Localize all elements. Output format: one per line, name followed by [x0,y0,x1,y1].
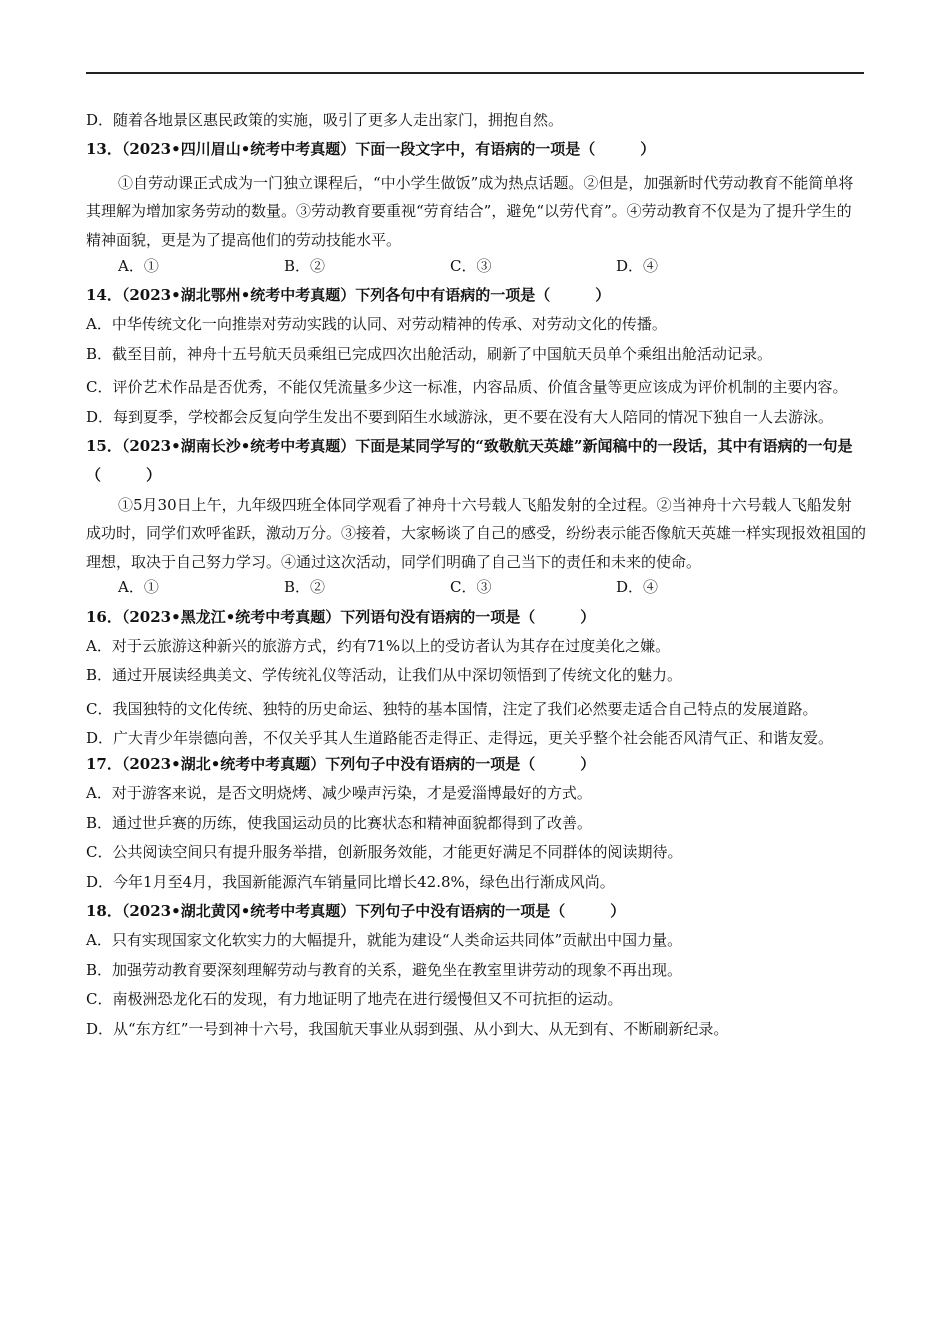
question-15 [86,432,866,597]
q13-option-a: A．① [118,256,159,275]
question-14 [86,285,866,431]
q16-option-c: C．我国独特的文化传统、独特的历史命运、独特的基本国情，注定了我们必然要走适合自己特点的发展道路。 [86,699,818,718]
q18-option-b: B．加强劳动教育要深刻理解劳动与教育的关系，避免坐在教室里讲劳动的现象不再出现。 [86,960,683,979]
q15-option-c: C．③ [450,578,492,597]
q13-stem: 13．（2023•四川眉山•统考中考真题）下面一段文字中，有语病的一项是（ ） [86,140,656,159]
q15-option-b: B．② [284,578,326,597]
q16-option-d: D．广大青少年崇德向善，不仅关乎其人生道路能否走得正、走得远，更关乎整个社会能否风清气正、和谐友爱。 [86,729,834,748]
q18-option-a: A．只有实现国家文化软实力的大幅提升，就能为建设“人类命运共同体”贡献出中国力量。 [86,931,683,950]
q14-option-a: A．中华传统文化一向推崇对劳动实践的认同、对劳动精神的传承、对劳动文化的传播。 [86,315,667,334]
q17-option-d: D．今年1月至4月，我国新能源汽车销量同比增长42.8%，绿色出行渐成风尚。 [86,872,615,891]
header-rule [86,72,864,74]
q13-option-b: B．② [284,256,326,275]
q18-option-c: C．南极洲恐龙化石的发现，有力地证明了地壳在进行缓慢但又不可抗拒的运动。 [86,990,623,1009]
question-18 [86,901,866,1039]
question-list [86,110,866,1048]
q18-option-d: D．从“东方红”一号到神十六号，我国航天事业从弱到强、从小到大、从无到有、不断刷新纪录。 [86,1019,729,1038]
q14-option-c: C．评价艺术作品是否优秀，不能仅凭流量多少这一标准，内容品质、价值含量等更应该成为评价机制的主要内容。 [86,378,848,397]
question-13 [86,139,866,275]
q13-option-c: C．③ [450,256,492,275]
q16-option-a: A．对于云旅游这种新兴的旅游方式，约有71%以上的受访者认为其存在过度美化之嫌。 [86,637,671,656]
q12-option-d: D．随着各地景区惠民政策的实施，吸引了更多人走出家门，拥抱自然。 [86,111,564,129]
q15-option-d: D．④ [616,578,659,597]
question-17 [86,754,866,892]
q15-option-a: A．① [118,578,159,597]
q17-option-c: C．公共阅读空间只有提升服务举措，创新服务效能，才能更好满足不同群体的阅读期待。 [86,843,683,862]
q13-options [86,256,866,276]
q16-stem: 16．（2023•黑龙江•统考中考真题）下列语句没有语病的一项是（ ） [86,607,596,626]
q15-passage: ①5月30日上午，九年级四班全体同学观看了神舟十六号载人飞船发射的全过程。②当神舟十六号载人飞船发射成功时，同学们欢呼雀跃，激动万分。③接着，大家畅谈了自己的感受，纷纷表示能否像航天英雄一样实现报效祖国的理想，取决于自己努力学习。④通过这次活动，同学们明确了自己当下的责任和未来的使命。 [86,495,867,571]
q18-stem: 18．（2023•湖北黄冈•统考中考真题）下列句子中没有语病的一项是（ ） [86,901,626,920]
q13-passage: ①自劳动课正式成为一门独立课程后，“中小学生做饭”成为热点话题。②但是，加强新时代劳动教育不能简单将其理解为增加家务劳动的数量。③劳动教育要重视“劳育结合”，避免“以劳代育”。④劳动教育不仅是为了提升学生的精神面貌，更是为了提高他们的劳动技能水平。 [86,173,854,249]
q14-option-d: D．每到夏季，学校都会反复向学生发出不要到陌生水域游泳，更不要在没有大人陪同的情况下独自一人去游泳。 [86,407,834,426]
question-16 [86,607,866,753]
q14-stem: 14．（2023•湖北鄂州•统考中考真题）下列各句中有语病的一项是（ ） [86,285,611,304]
q17-option-b: B．通过世乒赛的历练，使我国运动员的比赛状态和精神面貌都得到了改善。 [86,813,593,832]
q17-stem: 17．（2023•湖北•统考中考真题）下列句子中没有语病的一项是（ ） [86,755,596,774]
q15-options [86,577,866,597]
q17-option-a: A．对于游客来说，是否文明烧烤、减少噪声污染，才是爱淄博最好的方式。 [86,784,592,803]
q13-option-d: D．④ [616,256,659,275]
q15-stem: 15．（2023•湖南长沙•统考中考真题）下面是某同学写的“致敬航天英雄”新闻稿中的一段话，其中有语病的一句是（ ） [86,437,853,484]
q14-option-b: B．截至目前，神舟十五号航天员乘组已完成四次出舱活动，刷新了中国航天员单个乘组出舱活动记录。 [86,344,773,363]
q16-option-b: B．通过开展读经典美文、学传统礼仪等活动，让我们从中深切领悟到了传统文化的魅力。 [86,666,683,685]
